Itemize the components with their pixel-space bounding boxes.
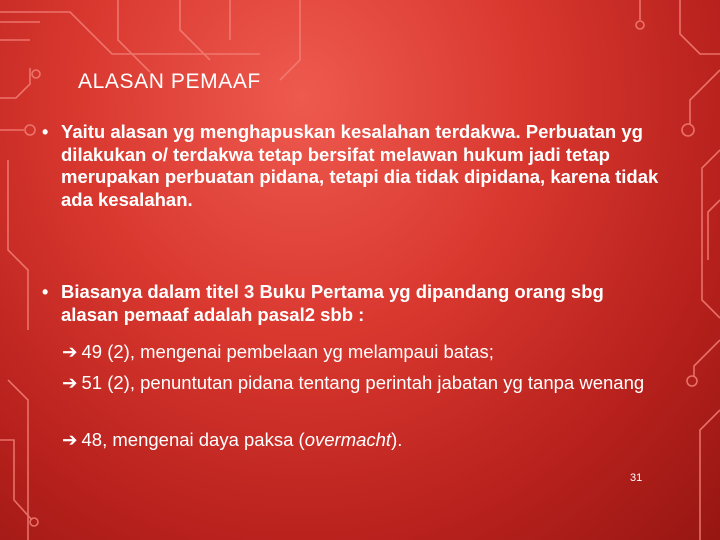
slide-title: ALASAN PEMAAF bbox=[78, 70, 261, 93]
bullet-text: Biasanya dalam titel 3 Buku Pertama yg dipandang orang sbg alasan pemaaf adalah pasal2 sbb : bbox=[61, 281, 604, 325]
sub-item bbox=[62, 429, 682, 451]
bullet-item bbox=[42, 281, 662, 326]
sub-item bbox=[62, 341, 682, 363]
sub-item-text: 48, mengenai daya paksa ( bbox=[81, 429, 305, 450]
bullet-dot-icon: • bbox=[42, 122, 49, 142]
arrow-right-icon: ➔ bbox=[62, 372, 78, 393]
sub-item-text-end: ). bbox=[391, 429, 403, 450]
bullet-text: Yaitu alasan yg menghapuskan kesalahan terdakwa. Perbuatan yg dilakukan o/ terdakwa tetap bersifat melawan hukum jadi tetap merupakan perbuatan pidana, tetapi dia tidak dipidana, karena tidak ada kesalahan. bbox=[61, 121, 659, 210]
sub-item-text: 49 (2), mengenai pembelaan yg melampaui batas; bbox=[81, 341, 494, 362]
bullet-item bbox=[42, 121, 662, 211]
sub-item-text: 51 (2), penuntutan pidana tentang perintah jabatan yg tanpa wenang bbox=[81, 372, 645, 393]
arrow-right-icon: ➔ bbox=[62, 341, 78, 362]
arrow-right-icon: ➔ bbox=[62, 429, 78, 450]
slide-number: 31 bbox=[630, 472, 643, 484]
sub-item bbox=[62, 372, 682, 394]
bullet-dot-icon: • bbox=[42, 282, 49, 302]
sub-item-italic: overmacht bbox=[304, 429, 392, 450]
